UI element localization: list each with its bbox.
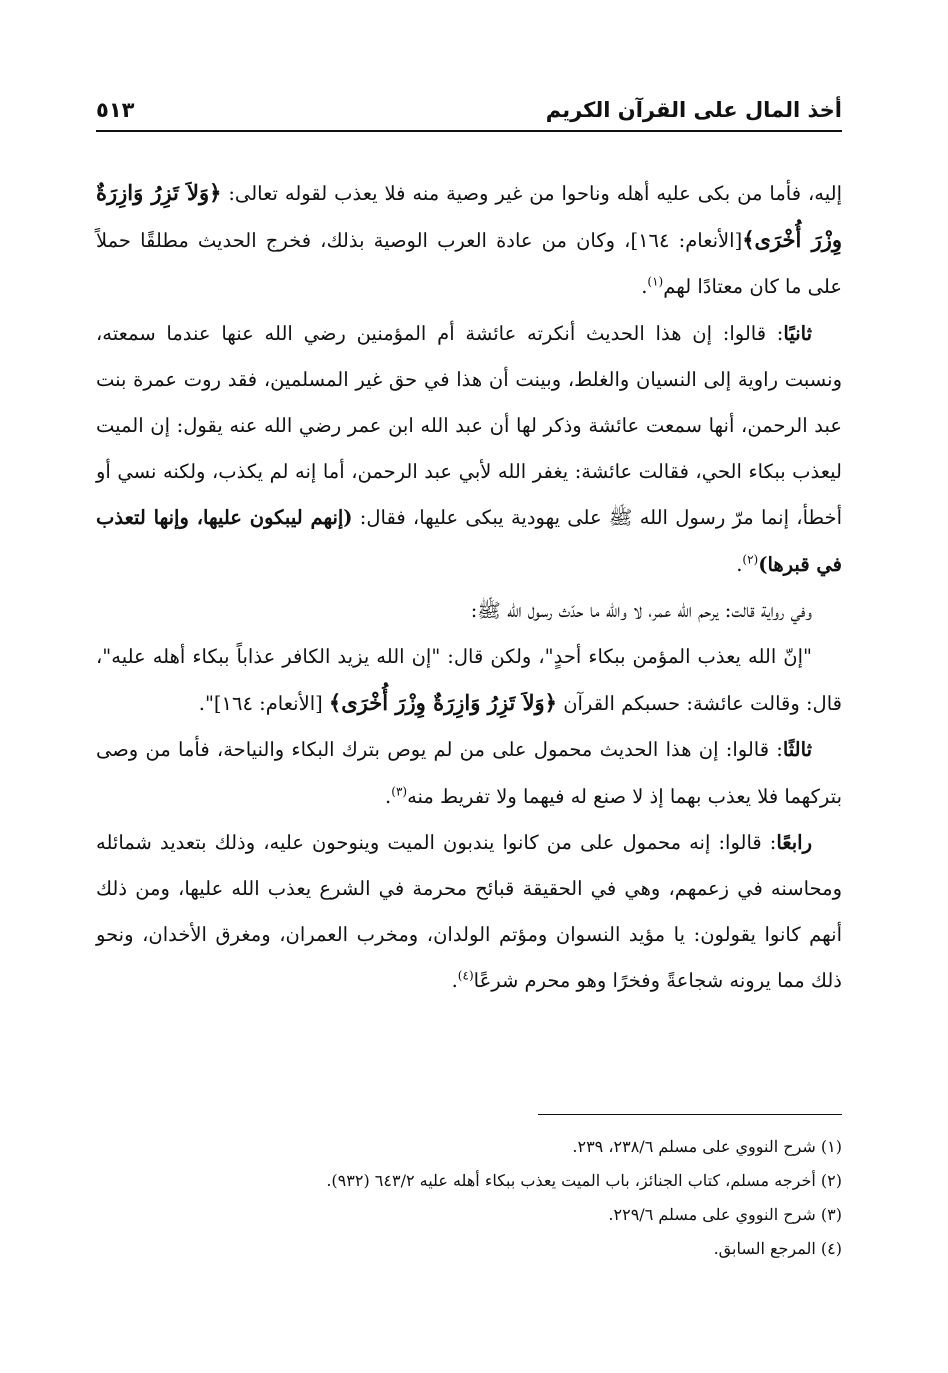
point-label-second: ثانيًا xyxy=(783,321,812,345)
point-label-third: ثالثًا xyxy=(782,738,812,762)
paragraph-2-text: : قالوا: إن هذا الحديث أنكرته عائشة أم المؤمنين رضي الله عنها عندما سمعته، ونسبت راوية إلى النسيان والغلط، وبينت أن هذا في حق غير المسلمين، فقد روت عمرة بنت عبد الرحمن، أنها سمعت عائشة وذكر لها أن عبد الله ابن عمر رضي الله عنه يقول: إن الميت ليعذب ببكاء الحي، فقالت عائشة: يغفر الله لأبي عبد الرحمن، أما إنه لم يكذب، ولكنه نسي أو أخطأ، إنما مرّ رسول الله ﷺ على يهودية يبكى عليها، فقال: xyxy=(96,321,842,530)
paragraph-1 xyxy=(96,170,842,311)
footnote-separator xyxy=(538,1114,842,1115)
paragraph-4 xyxy=(96,634,842,727)
page-number: ٥١٣ xyxy=(96,98,135,122)
footnote-ref-1: (١) xyxy=(647,274,664,289)
running-title: أخذ المال على القرآن الكريم xyxy=(545,98,842,122)
paragraph-4-text-b: [الأنعام: ١٦٤]". xyxy=(198,692,329,716)
footnote-1: (١) شرح النووي على مسلم ٢٣٨/٦، ٢٣٩. xyxy=(572,1137,842,1156)
footnote-ref-4: (٤) xyxy=(457,968,474,983)
footnotes xyxy=(96,1130,842,1266)
paragraph-1-text-a: إليه، فأما من بكى عليه أهله وناحوا من غير وصية منه فلا يعذب لقوله تعالى: xyxy=(221,182,842,205)
paragraph-3: وفي رواية قالت: يرحم الله عمر، لا والله ما حدّث رسول الله ﷺ: xyxy=(470,598,812,622)
paragraph-1-text-b: [الأنعام: ١٦٤]، وكان من عادة العرب الوصية بذلك، فخرج الحديث مطلقًا حملاً على ما كان معتادًا لهم xyxy=(96,229,842,299)
paragraph-5-text: : قالوا: إن هذا الحديث محمول على من لم يوص بترك البكاء والنياحة، فأما من وصى بتركهما فلا يعذب بهما إذ لا صنع له فيهما ولا تفريط منه xyxy=(96,738,842,808)
footnote-3: (٣) شرح النووي على مسلم ٢٢٩/٦. xyxy=(608,1205,842,1224)
paragraph-6-end: . xyxy=(451,969,458,993)
quran-verse-2: ﴿وَلاَ تَزِرُ وَازِرَةٌ وِزْرَ أُخْرَى﴾ xyxy=(328,690,557,716)
header-rule xyxy=(96,130,842,132)
footnote-ref-3: (٣) xyxy=(391,784,408,799)
paragraph-6-text: : قالوا: إنه محمول على من كانوا يندبون الميت وينوحون عليه، وذلك بتعديد شمائله ومحاسنه في زعمهم، وهي في الحقيقة قبائح محرمة في الشرع يعذب الله عليها، ومن ذلك أنهم كانوا يقولون: يا مؤيد النسوان ومؤتم الولدان، ومخرب العمران، ومغرق الأخدان، ونحو ذلك مما يرونه شجاعةً وفخرًا وهو محرم شرعًا xyxy=(96,830,842,993)
page-header xyxy=(96,88,842,134)
footnote-2: (٢) أخرجه مسلم، كتاب الجنائز، باب الميت يعذب ببكاء أهله عليه ٦٤٣/٢ (٩٣٢). xyxy=(326,1171,842,1190)
paragraph-2 xyxy=(96,311,842,588)
paragraph-2-end: . xyxy=(736,552,743,576)
hadith-quote: (إنهم ليبكون عليها، وإنها لتعذب في قبرها) xyxy=(96,506,842,576)
paragraph-5 xyxy=(96,727,842,819)
point-label-fourth: رابعًا xyxy=(776,830,812,854)
footnote-4: (٤) المرجع السابق. xyxy=(713,1239,842,1258)
paragraph-1-end: . xyxy=(641,275,648,299)
footnote-ref-2: (٢) xyxy=(742,552,759,567)
main-text xyxy=(96,170,842,1005)
paragraph-5-end: . xyxy=(385,784,392,808)
paragraph-6 xyxy=(96,820,842,1005)
paragraph-4-text-a: "إنّ الله يعذب المؤمن ببكاء أحدٍ"، ولكن قال: "إن الله يزيد الكافر عذاباً ببكاء أهله عليه"، قال: وقالت عائشة: حسبكم القرآن xyxy=(96,645,842,716)
quran-verse: ﴿وَلاَ تَزِرُ وَازِرَةٌ وِزْرَ أُخْرَى﴾ xyxy=(96,180,842,253)
